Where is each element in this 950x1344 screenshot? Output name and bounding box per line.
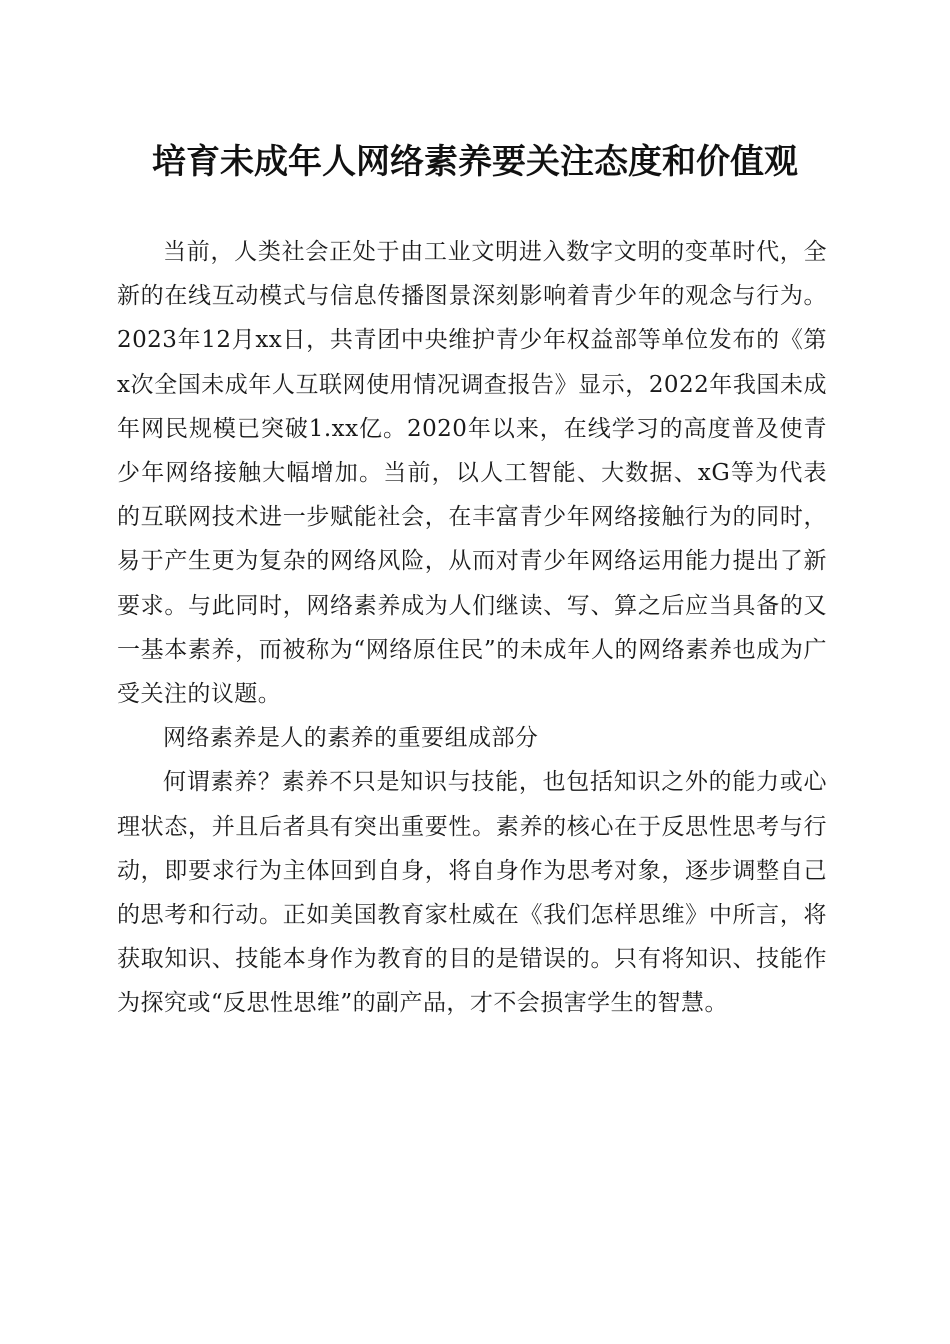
paragraph-intro: 当前，人类社会正处于由工业文明进入数字文明的变革时代，全新的在线互动模式与信息传播图景深刻影响着青少年的观念与行为。2023年12月xx日，共青团中央维护青少年权益部等单位发布的《第x次全国未成年人互联网使用情况调查报告》显示，2022年我国未成年网民规模已突破1.xx亿。2020年以来，在线学习的高度普及使青少年网络接触大幅增加。当前，以人工智能、大数据、xG等为代表的互联网技术进一步赋能社会，在丰富青少年网络接触行为的同时，易于产生更为复杂的网络风险，从而对青少年网络运用能力提出了新要求。与此同时，网络素养成为人们继读、写、算之后应当具备的又一基本素养，而被称为“网络原住民”的未成年人的网络素养也成为广受关注的议题。 — [117, 239, 827, 708]
section-heading: 网络素养是人的素养的重要组成部分 — [163, 725, 539, 752]
paragraph-literacy: 何谓素养？素养不只是知识与技能，也包括知识之外的能力或心理状态，并且后者具有突出重要性。素养的核心在于反思性思考与行动，即要求行为主体回到自身，将自身作为思考对象，逐步调整自己的思考和行动。正如美国教育家杜威在《我们怎样思维》中所言，将获取知识、技能本身作为教育的目的是错误的。只有将知识、技能作为探究或“反思性思维”的副产品，才不会损害学生的智慧。 — [117, 769, 827, 1017]
document-body — [117, 230, 827, 1026]
document-title: 培育未成年人网络素养要关注态度和价值观 — [152, 142, 798, 182]
